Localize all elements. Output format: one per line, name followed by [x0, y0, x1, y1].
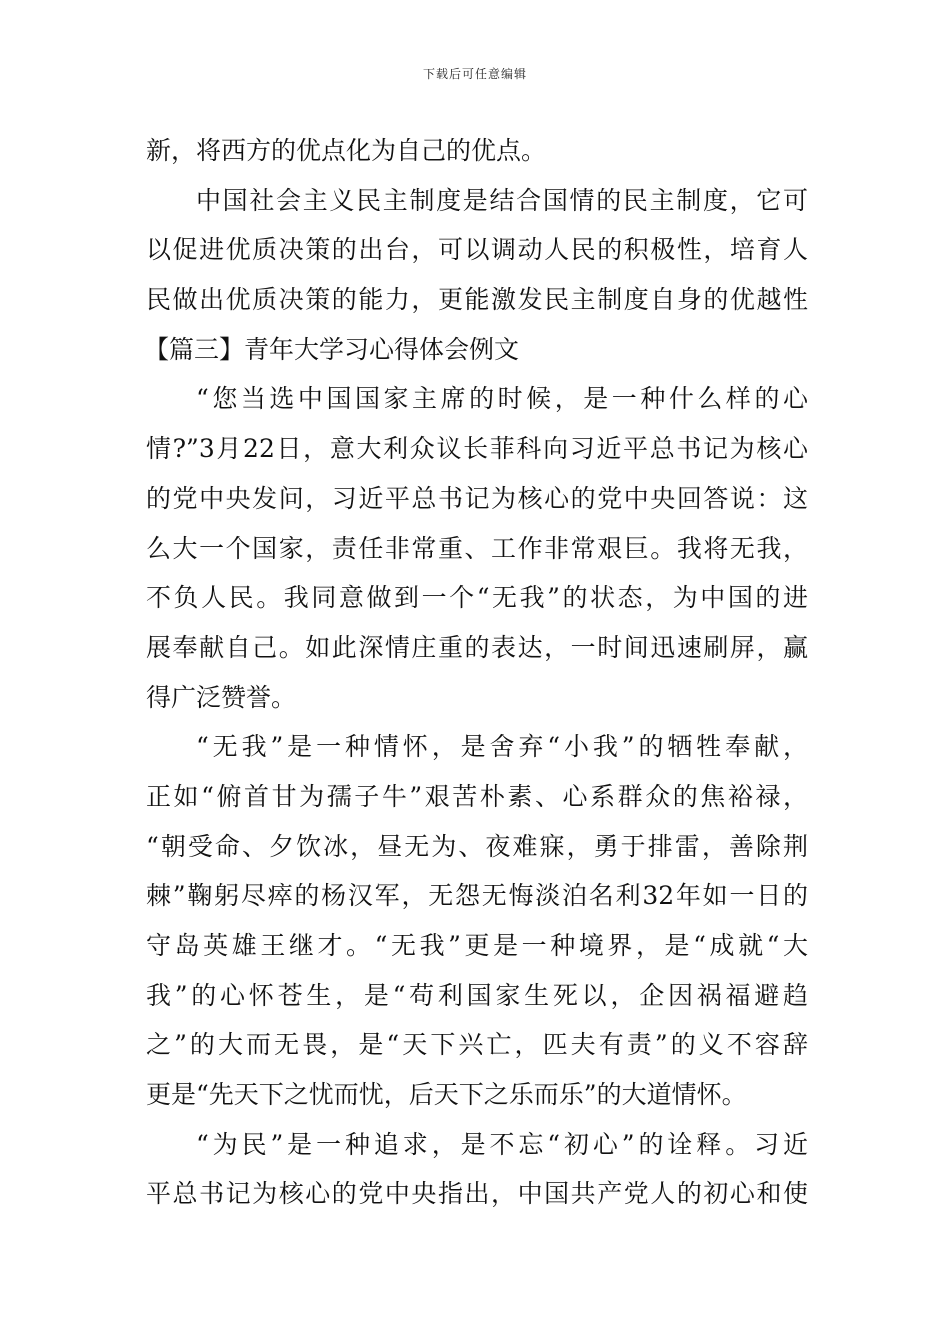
text-line: 展奉献自己。如此深情庄重的表达，一时间迅速刷屏，赢 — [146, 632, 808, 662]
text-line: 我”的心怀苍生，是“苟利国家生死以，企因祸福避趋 — [146, 980, 808, 1010]
text-line: 么大一个国家，责任非常重、工作非常艰巨。我将无我， — [146, 533, 808, 563]
text-line: “无我”是一种情怀，是舍弃“小我”的牺牲奉献， — [196, 732, 808, 762]
text-line: 情?”3月22日，意大利众议长菲科向习近平总书记为核心 — [146, 434, 808, 464]
text-line: 守岛英雄王继才。“无我”更是一种境界，是“成就“大 — [146, 931, 808, 960]
text-line: 棘”鞠躬尽瘁的杨汉军，无怨无悔淡泊名利32年如一日的 — [146, 881, 808, 911]
text-line: 以促进优质决策的出台，可以调动人民的积极性，培育人 — [146, 235, 808, 265]
text-line: 民做出优质决策的能力，更能激发民主制度自身的优越性 — [146, 285, 808, 315]
text-line: 之”的大而无畏，是“天下兴亡，匹夫有责”的义不容辞 — [146, 1030, 808, 1060]
text-line: 正如“俯首甘为孺子牛”艰苦朴素、心系群众的焦裕禄， — [146, 781, 808, 811]
text-line: 得广泛赞誉。 — [146, 682, 297, 712]
text-line: 新，将西方的优点化为自己的优点。 — [146, 136, 547, 165]
page-header: 下载后可任意编辑 — [422, 67, 527, 81]
section-heading: 【篇三】青年大学习心得体会例文 — [144, 334, 520, 364]
text-line: “您当选中国国家主席的时候，是一种什么样的心 — [196, 384, 808, 414]
text-line: “为民”是一种追求，是不忘“初心”的诠释。习近 — [196, 1129, 808, 1159]
document-body — [146, 126, 808, 1219]
text-line: 更是“先天下之忧而忧，后天下之乐而乐”的大道情怀。 — [146, 1080, 747, 1110]
text-line: 的党中央发问，习近平总书记为核心的党中央回答说：这 — [146, 483, 808, 513]
text-line: “朝受命、夕饮冰，昼无为、夜难寐，勇于排雷，善除荆 — [146, 831, 808, 861]
text-line: 不负人民。我同意做到一个“无我”的状态，为中国的进 — [146, 583, 808, 613]
text-line: 平总书记为核心的党中央指出，中国共产党人的初心和使 — [146, 1179, 808, 1209]
text-line: 中国社会主义民主制度是结合国情的民主制度，它可 — [196, 185, 808, 215]
